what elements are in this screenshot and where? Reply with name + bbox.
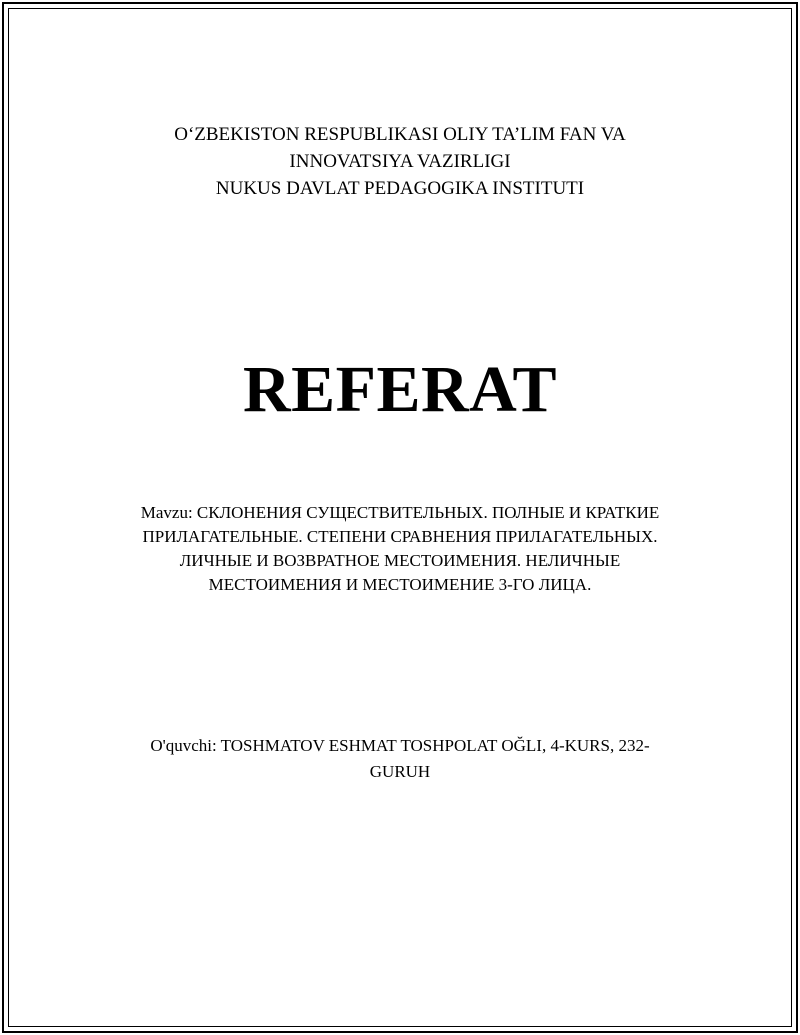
topic-line-4: МЕСТОИМЕНИЯ И МЕСТОИМЕНИЕ 3-ГО ЛИЦА. bbox=[208, 575, 592, 594]
header-line-ministry-cont: INNOVATSIYA VAZIRLIGI bbox=[289, 151, 511, 172]
student-line-2: GURUH bbox=[369, 762, 431, 781]
header-line-ministry: O‘ZBEKISTON RESPUBLIKASI OLIY TA’LIM FAN VA bbox=[174, 124, 626, 145]
topic-line-1: Mavzu: СКЛОНЕНИЯ СУЩЕСТВИТЕЛЬНЫХ. ПОЛНЫЕ И КРАТКИЕ bbox=[140, 503, 660, 522]
student-line-1: O'quvchi: TOSHMATOV ESHMAT TOSHPOLAT OĞLI, 4-KURS, 232- bbox=[150, 736, 650, 755]
document-title: REFERAT bbox=[243, 353, 557, 426]
topic-line-3: ЛИЧНЫЕ И ВОЗВРАТНОЕ МЕСТОИМЕНИЯ. НЕЛИЧНЫЕ bbox=[179, 551, 621, 570]
header-line-institute: NUKUS DAVLAT PEDAGOGIKA INSTITUTI bbox=[215, 178, 585, 199]
topic-block bbox=[0, 501, 800, 597]
student-info bbox=[0, 733, 800, 785]
institution-header bbox=[0, 121, 800, 202]
topic-line-2: ПРИЛАГАТЕЛЬНЫЕ. СТЕПЕНИ СРАВНЕНИЯ ПРИЛАГАТЕЛЬНЫХ. bbox=[142, 527, 658, 546]
